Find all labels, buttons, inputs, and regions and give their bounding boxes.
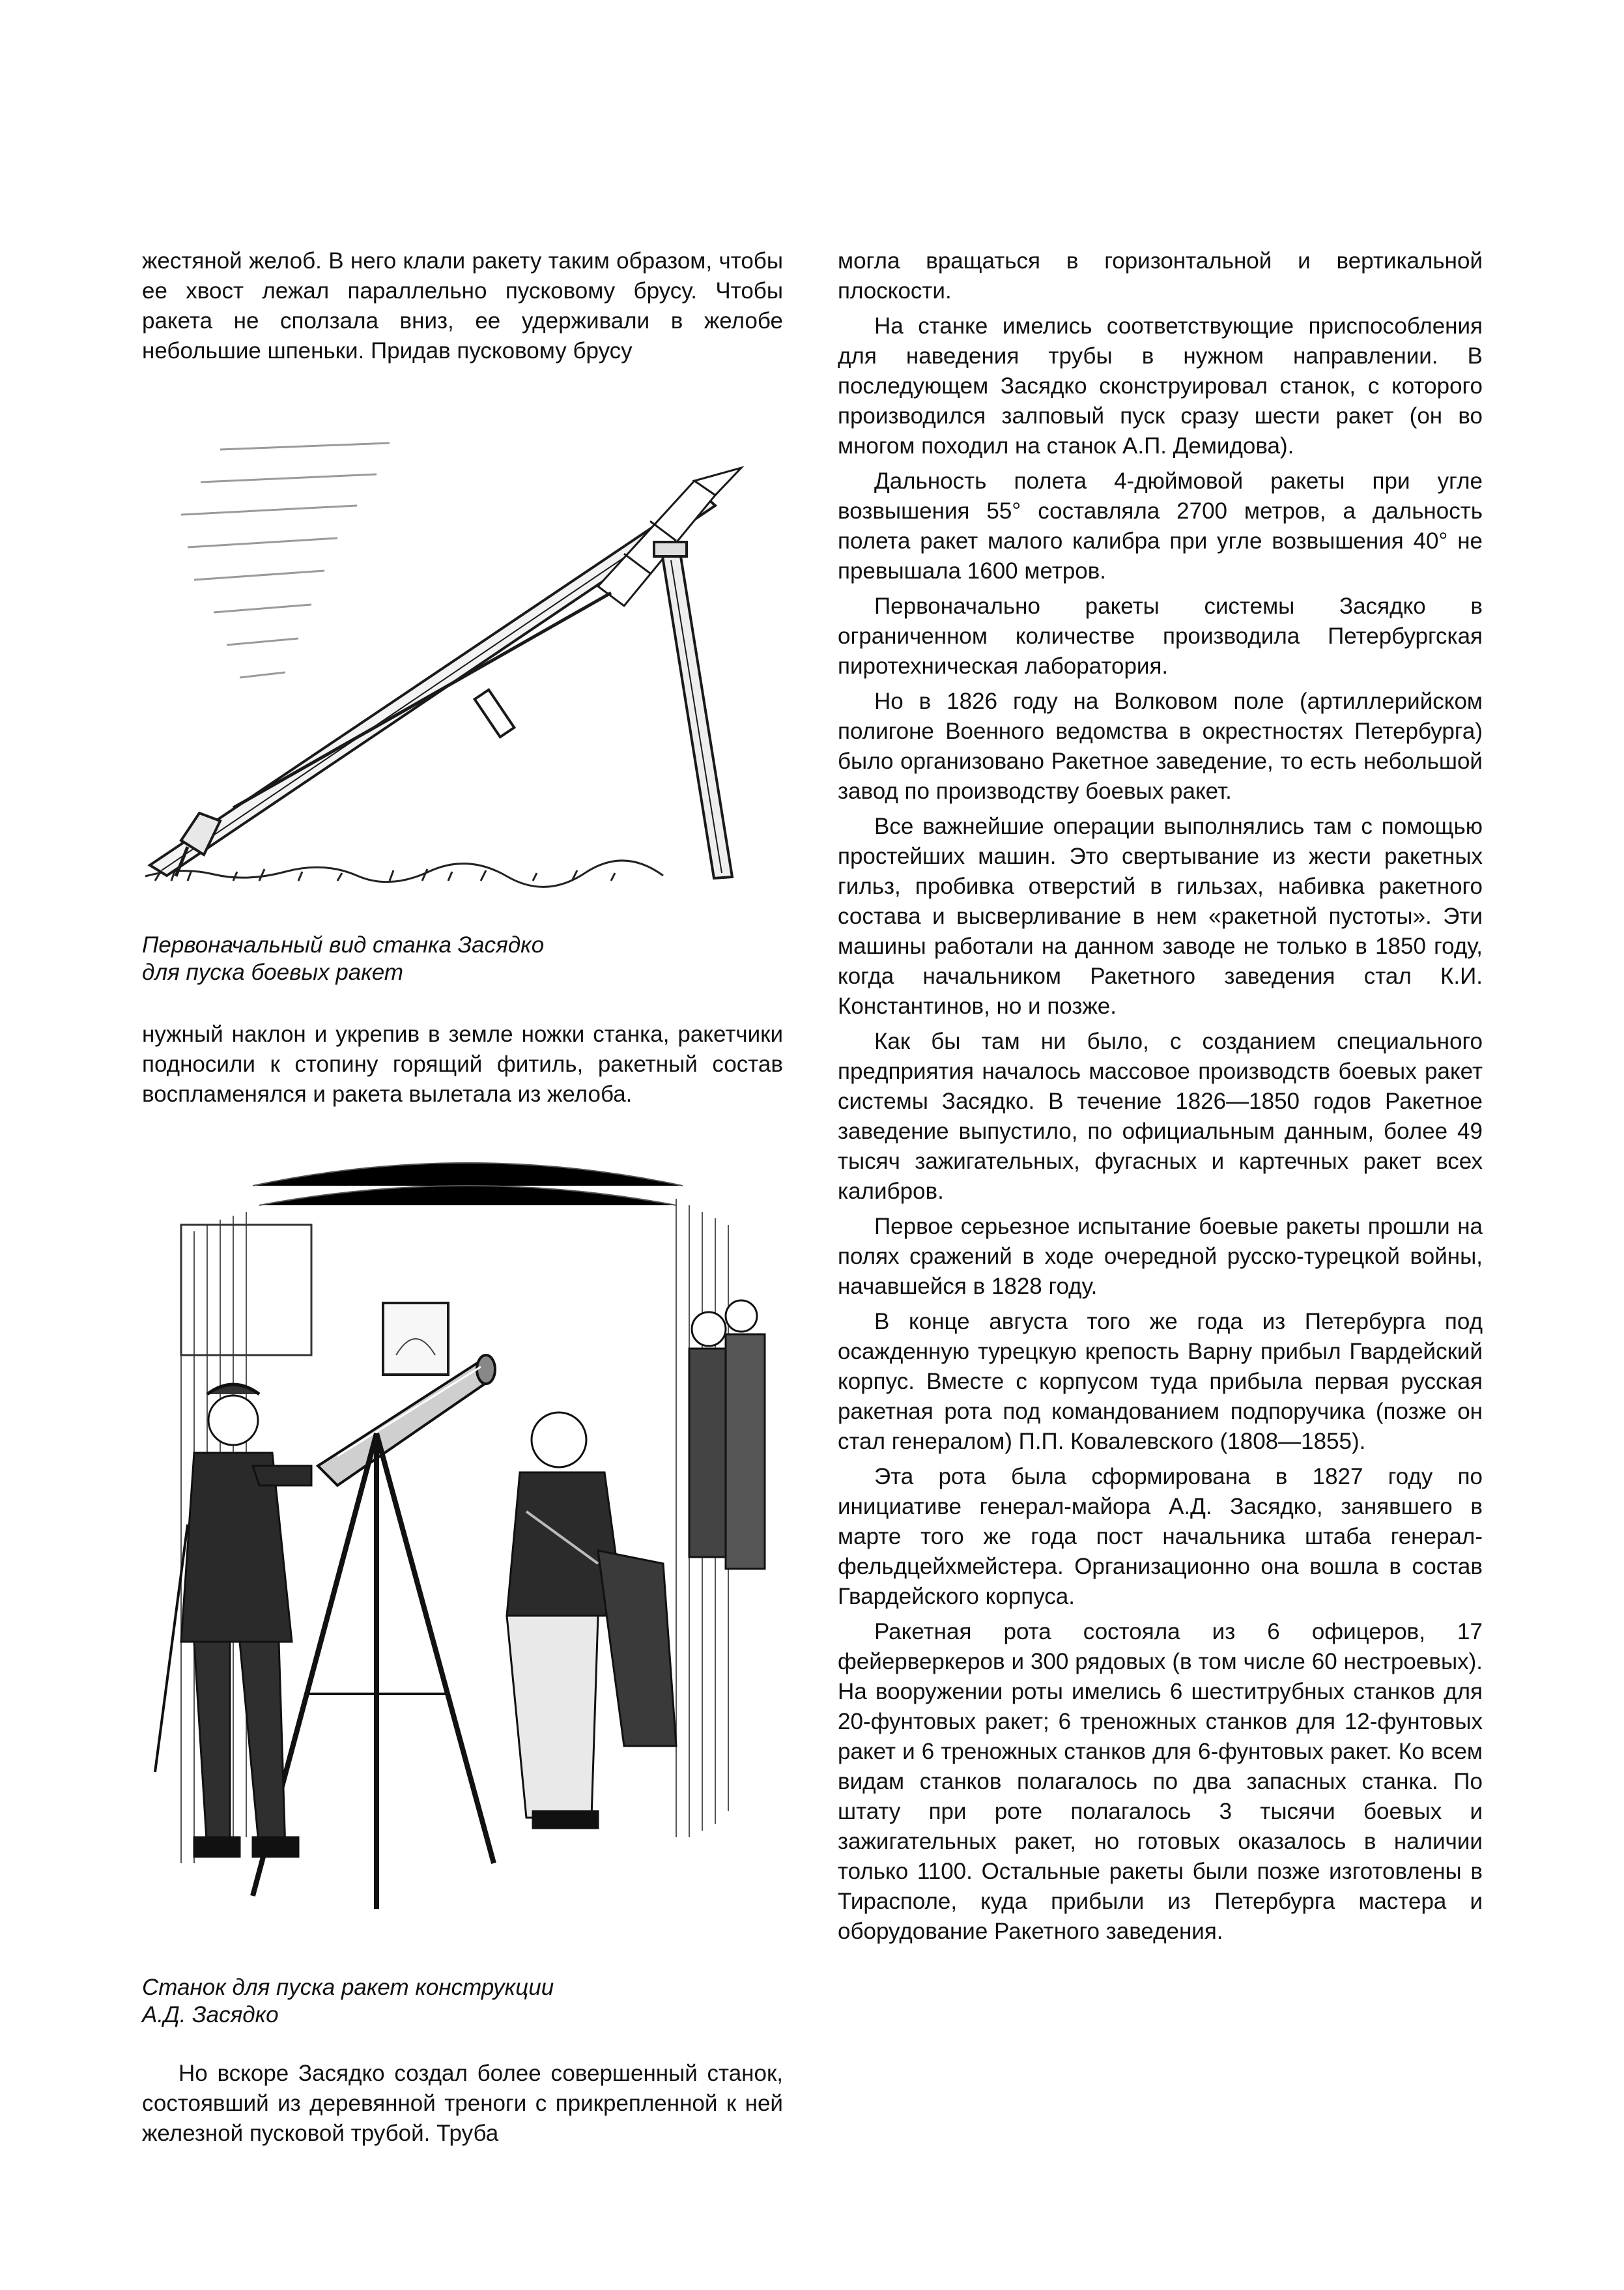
figure2-caption xyxy=(142,1974,783,2029)
rocket-launcher-stand-illustration xyxy=(142,391,783,912)
paragraph: На станке имелись соответствующие приспособления для наведения трубы в нужном направлении. В последующем Засядко сконструировал станок, с которого производился залповый пуск сразу шести ракет (он во многом походил на станок А.П. Демидова). xyxy=(838,313,1483,459)
caption-line: Первоначальный вид станка Засядко xyxy=(142,932,545,958)
background-soldiers xyxy=(689,1300,765,1569)
caption-line: Станок для пуска ракет конструкции xyxy=(142,1975,554,2000)
figure1-caption xyxy=(142,932,783,986)
clamp-band xyxy=(475,690,515,737)
paragraph: Дальность полета 4-дюймовой ракеты при угле возвышения 55° составляла 2700 метров, а дальность полета ракет малого калибра при угле возвышения 40° не превышала 1600 метров. xyxy=(838,468,1483,584)
paragraph: Все важнейшие операции выполнялись там с помощью простейших машин. Это свертывание из жести ракетных гильз, пробивка отверстий в гильзах, набивка ракетного состава и высверливание в нем «ракетной пустоты». Эти машины работали на данном заводе не только в 1850 году, когда начальником Ракетного заведения стал К.И. Константинов, но и позже. xyxy=(838,814,1483,1019)
seated-general xyxy=(507,1412,676,1828)
right-column xyxy=(838,246,1483,1952)
paragraph: Ракетная рота состояла из 6 офицеров, 17 фейерверкеров и 300 рядовых (в том числе 60 нестроевых). На вооружении роты имелись 6 шеститрубных станков для 20-фунтовых ракет; 6 треножных станков для 12-фунтовых ракет и 6 треножных станков для 6-фунтовых ракет. Ко всем видам станков полагалось по два запасных станка. По штату при роте полагалось 3 тысячи боевых и зажигательных ракет, но готовых оказалось в наличии только 1100. Остальные ракеты были позже изготовлены в Тирасполе, куда прибыли из Петербурга мастера и оборудование Ракетного заведения. xyxy=(838,1619,1483,1944)
ground xyxy=(145,861,663,887)
paragraph: Но вскоре Засядко создал более совершенный станок, состоявший из деревянной треноги с прикрепленной к ней железной пусковой трубой. Труба xyxy=(142,2061,783,2146)
caption-line: для пуска боевых ракет xyxy=(142,960,404,985)
tripod-launcher-engraving xyxy=(142,1160,783,1954)
caption-line: А.Д. Засядко xyxy=(142,2002,279,2027)
paragraph: Как бы там ни было, с созданием специального предприятия началось массовое производств боевых ракет системы Засядко. В течение 1826—1850 годов Ракетное заведение выпустило, по официальным данным, более 49 тысяч зажигательных, фугасных и картечных ракет всех калибров. xyxy=(838,1029,1483,1204)
paragraph: жестяной желоб. В него клали ракету таким образом, чтобы ее хвост лежал параллельно пусковому брусу. Чтобы ракета не сползала вниз, ее удерживали в желобе небольшие шпеньки. Придав пусковому брусу xyxy=(142,248,783,364)
faded-text-ghost xyxy=(181,443,390,678)
left-column-middle xyxy=(142,1020,783,1115)
paragraph: Эта рота была сформирована в 1827 году по инициативе генерал-майора А.Д. Засядко, занявшего в марте того же года пост начальника штаба генерал-фельдцейхмейстера. Организационно она вошла в состав Гвардейского корпуса. xyxy=(838,1464,1483,1609)
paragraph: могла вращаться в горизонтальной и вертикальной плоскости. xyxy=(838,248,1483,304)
left-column-top xyxy=(142,246,783,371)
paragraph: В конце августа того же года из Петербурга под осажденную турецкую крепость Варну прибыл Гвардейский корпус. Вместе с корпусом туда прибыла первая русская ракетная рота под командованием подпоручика (позже он стал генералом) П.П. Ковалевского (1808—1855). xyxy=(838,1309,1483,1454)
paragraph: нужный наклон и укрепив в земле ножки станка, ракетчики подносили к стопину горящий фитиль, ракетный состав воспламенялся и ракета вылетала из желоба. xyxy=(142,1022,783,1107)
paragraph: Первое серьезное испытание боевые ракеты прошли на полях сражений в ходе очередной русско-турецкой войны, начавшейся в 1828 году. xyxy=(838,1214,1483,1299)
support-leg xyxy=(654,542,732,878)
left-column-bottom xyxy=(142,2059,783,2154)
paragraph: Но в 1826 году на Волковом поле (артиллерийском полигоне Военного ведомства в окрестностях Петербурга) было организовано Ракетное заведение, то есть небольшой завод по производству боевых ракет. xyxy=(838,689,1483,804)
paragraph: Первоначально ракеты системы Засядко в ограниченном количестве производила Петербургская пиротехническая лаборатория. xyxy=(838,594,1483,679)
